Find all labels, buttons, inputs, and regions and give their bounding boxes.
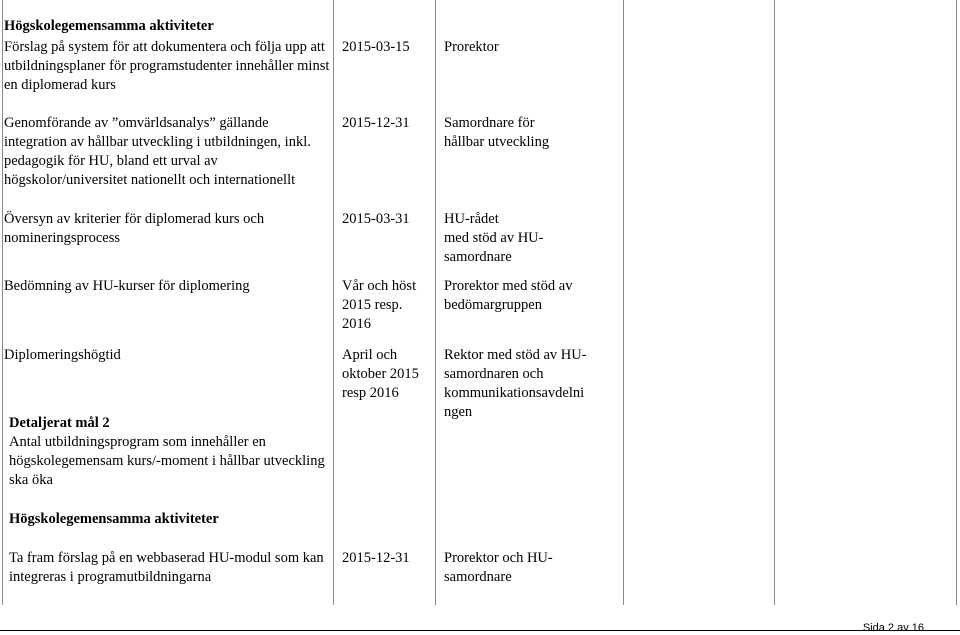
section-heading-joint-activities: Högskolegemensamma aktiviteter: [4, 18, 214, 34]
activity-text: Genomförande av ”omvärldsanalys” gällande: [4, 115, 269, 131]
deadline-date: 2015-12-31: [342, 550, 410, 566]
activity-text: pedagogik för HU, bland ett urval av: [4, 153, 218, 169]
responsible-party: HU-rådet: [444, 211, 499, 227]
page-bottom-rule: [0, 630, 960, 631]
column-divider-responsible-status: [623, 0, 624, 605]
deadline-date: 2015-03-15: [342, 39, 410, 55]
responsible-party: med stöd av HU-: [444, 230, 544, 246]
activity-text: integreras i programutbildningarna: [9, 569, 212, 585]
activity-text: högskolor/universitet nationellt och internationellt: [4, 172, 296, 188]
goal-text: Antal utbildningsprogram som innehåller en: [9, 434, 266, 450]
deadline-date: April och: [342, 347, 398, 363]
deadline-date: 2015-12-31: [342, 115, 410, 131]
column-divider-status-notes: [774, 0, 775, 605]
table-border-left: [2, 0, 3, 605]
activity-text: Bedömning av HU-kurser för diplomering: [4, 278, 250, 294]
responsible-party: Prorektor och HU-: [444, 550, 553, 566]
deadline-date: 2016: [342, 316, 371, 332]
activity-text: utbildningsplaner för programstudenter innehåller minst: [4, 58, 330, 74]
goal-text: ska öka: [9, 472, 53, 488]
activity-text: Ta fram förslag på en webbaserad HU-modul som kan: [9, 550, 324, 566]
column-divider-date-responsible: [435, 0, 436, 605]
column-divider-activity-date: [333, 0, 334, 605]
responsible-party: Samordnare för: [444, 115, 535, 131]
deadline-date: oktober 2015: [342, 366, 419, 382]
deadline-date: Vår och höst: [342, 278, 417, 294]
page-number: Sida 2 av 16: [862, 622, 924, 634]
responsible-party: ngen: [444, 404, 473, 420]
responsible-party: Prorektor med stöd av: [444, 278, 573, 294]
activity-text: Diplomeringshögtid: [4, 347, 121, 363]
responsible-party: samordnare: [444, 569, 512, 585]
section-heading-joint-activities-2: Högskolegemensamma aktiviteter: [9, 511, 219, 527]
responsible-party: samordnare: [444, 249, 512, 265]
activity-text: integration av hållbar utveckling i utbildningen, inkl.: [4, 134, 311, 150]
responsible-party: kommunikationsavdelni: [444, 385, 585, 401]
goal-text: högskolegemensam kurs/-moment i hållbar utveckling: [9, 453, 325, 469]
activity-text: Förslag på system för att dokumentera och följa upp att: [4, 39, 325, 55]
deadline-date: 2015 resp.: [342, 297, 403, 313]
activity-text: nomineringsprocess: [4, 230, 120, 246]
responsible-party: Prorektor: [444, 39, 499, 55]
responsible-party: hållbar utveckling: [444, 134, 550, 150]
goal-title: Detaljerat mål 2: [9, 415, 110, 431]
deadline-date: 2015-03-31: [342, 211, 410, 227]
deadline-date: resp 2016: [342, 385, 399, 401]
responsible-party: samordnaren och: [444, 366, 544, 382]
responsible-party: bedömargruppen: [444, 297, 542, 313]
table-border-right: [956, 0, 957, 605]
activity-text: en diplomerad kurs: [4, 77, 116, 93]
responsible-party: Rektor med stöd av HU-: [444, 347, 587, 363]
activity-text: Översyn av kriterier för diplomerad kurs och: [4, 211, 265, 227]
